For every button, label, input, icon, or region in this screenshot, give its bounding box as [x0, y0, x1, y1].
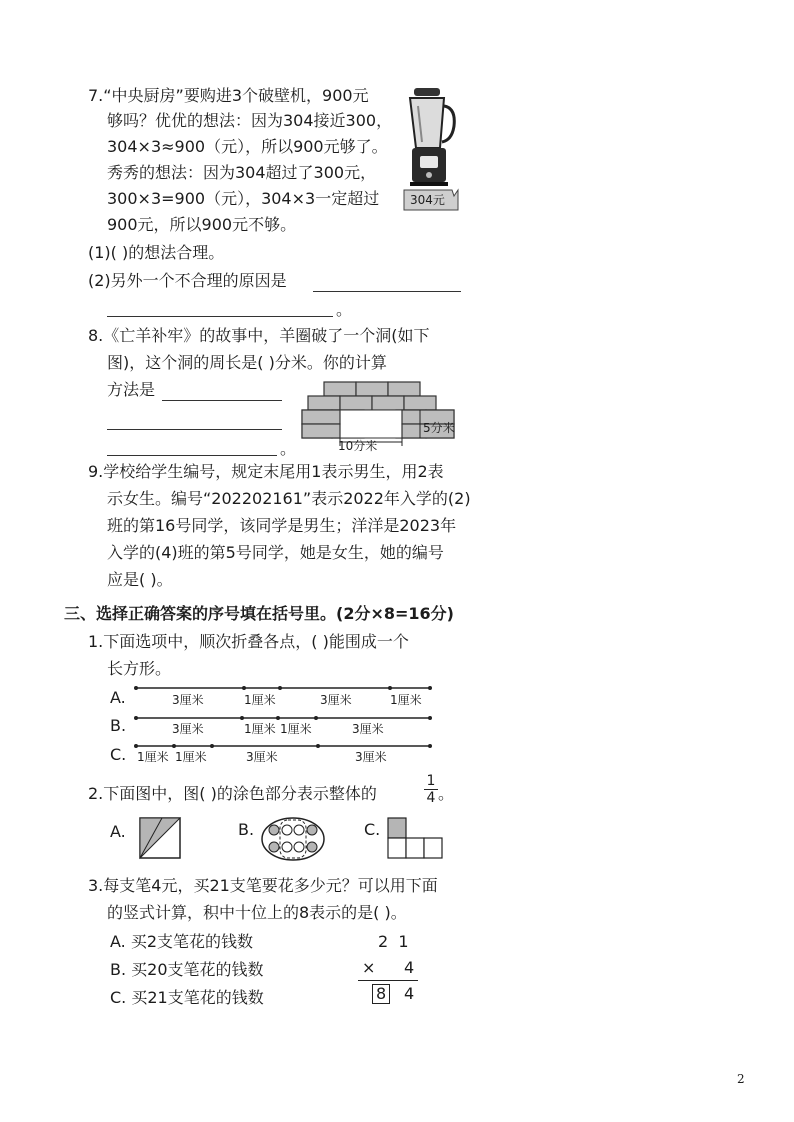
q7-line-4: 秀秀的想法：因为304超过了300元， — [107, 163, 377, 182]
q7-sub2: (2)另外一个不合理的原因是 — [88, 271, 287, 290]
s2-fraction — [424, 773, 438, 806]
q9-line-3: 班的第16号同学，该同学是男生；洋洋是2023年 — [107, 516, 457, 535]
q7-line-6: 900元，所以900元不够。 — [107, 215, 297, 234]
s2-option-c-label: C. — [364, 820, 381, 839]
q7-line-2: 够吗？优优的想法：因为304接近300， — [107, 111, 393, 130]
s3-option-c: C. 买21支笔花的钱数 — [110, 988, 264, 1007]
s1-option-b-label: B. — [110, 716, 127, 735]
s2-figure-b — [260, 816, 326, 862]
q8-line-3: 方法是 — [107, 380, 156, 399]
q8-answer-line-2[interactable] — [107, 415, 282, 430]
s1-b-seg-4: 3厘米 — [352, 722, 384, 736]
q7-line-5: 300×3=900（元），304×3一定超过 — [107, 189, 380, 208]
price-tag: 304元 — [410, 193, 445, 207]
calc-row-1: 2 1 — [378, 932, 409, 951]
s1-b-seg-1: 3厘米 — [172, 722, 204, 736]
q7-sub2-answer-line-2[interactable] — [107, 302, 333, 317]
s2-fraction-numerator: 1 — [426, 773, 436, 789]
q9-line-5: 应是( )。 — [107, 570, 173, 589]
q8-line-2: 图)，这个洞的周长是( )分米。你的计算 — [107, 353, 387, 372]
s3-line-2: 的竖式计算，积中十位上的8表示的是( )。 — [107, 903, 407, 922]
s2-option-b-label: B. — [238, 820, 255, 839]
wall-width-label: 10分米 — [338, 439, 378, 453]
wall-height-label: 5分米 — [423, 421, 455, 435]
q7-sub2-end: 。 — [336, 300, 353, 319]
q8-end: 。 — [280, 439, 297, 458]
s1-line-2: 长方形。 — [107, 659, 172, 678]
page-number: 2 — [737, 1072, 745, 1086]
s3-option-a: A. 买2支笔花的钱数 — [110, 932, 254, 951]
s2-text: 2.下面图中，图( )的涂色部分表示整体的 — [88, 784, 377, 803]
s3-line-1: 3.每支笔4元，买21支笔要花多少元？可以用下面 — [88, 876, 438, 895]
q7-line-1: 7.“中央厨房”要购进3个破壁机，900元 — [88, 86, 369, 105]
s1-a-seg-1: 3厘米 — [172, 693, 204, 707]
s1-option-c-label: C. — [110, 745, 127, 764]
s2-fraction-denominator: 4 — [426, 790, 436, 806]
s1-line-1: 1.下面选项中，顺次折叠各点，( )能围成一个 — [88, 632, 409, 651]
q9-line-1: 9.学校给学生编号，规定末尾用1表示男生，用2表 — [88, 462, 444, 481]
s3-option-b: B. 买20支笔花的钱数 — [110, 960, 264, 979]
q7-sub2-answer-line[interactable] — [313, 277, 461, 292]
q8-answer-line-1[interactable] — [162, 386, 282, 401]
s2-figure-c — [386, 816, 446, 862]
brick-wall-diagram — [300, 378, 466, 454]
section-3-title: 三、选择正确答案的序号填在括号里。(2分×8=16分) — [64, 604, 454, 623]
q7-line-3: 304×3≈900（元），所以900元够了。 — [107, 137, 388, 156]
calc-boxed-digit: 8 — [372, 984, 390, 1004]
s2-figure-a — [138, 816, 184, 862]
s1-c-seg-3: 3厘米 — [246, 750, 278, 764]
calc-rule — [358, 980, 418, 981]
s2-end: 。 — [438, 784, 455, 803]
s1-option-a-label: A. — [110, 688, 126, 707]
s1-a-seg-3: 3厘米 — [320, 693, 352, 707]
s1-a-seg-4: 1厘米 — [390, 693, 422, 707]
q8-line-1: 8.《亡羊补牢》的故事中，羊圈破了一个洞(如下 — [88, 326, 430, 345]
q7-sub1: (1)( )的想法合理。 — [88, 243, 225, 262]
s1-b-seg-3: 1厘米 — [280, 722, 312, 736]
s1-b-seg-2: 1厘米 — [244, 722, 276, 736]
s1-a-seg-2: 1厘米 — [244, 693, 276, 707]
calc-row-2: 4 — [404, 958, 415, 977]
s1-c-seg-2: 1厘米 — [175, 750, 207, 764]
q9-line-4: 入学的(4)班的第5号同学，她是女生，她的编号 — [107, 543, 444, 562]
calc-operator: × — [362, 958, 376, 977]
s1-c-seg-4: 3厘米 — [355, 750, 387, 764]
s1-c-seg-1: 1厘米 — [137, 750, 169, 764]
q8-answer-line-3[interactable] — [107, 441, 277, 456]
s2-option-a-label: A. — [110, 822, 126, 841]
calc-last-digit: 4 — [404, 984, 415, 1003]
q9-line-2: 示女生。编号“202202161”表示2022年入学的(2) — [107, 489, 471, 508]
